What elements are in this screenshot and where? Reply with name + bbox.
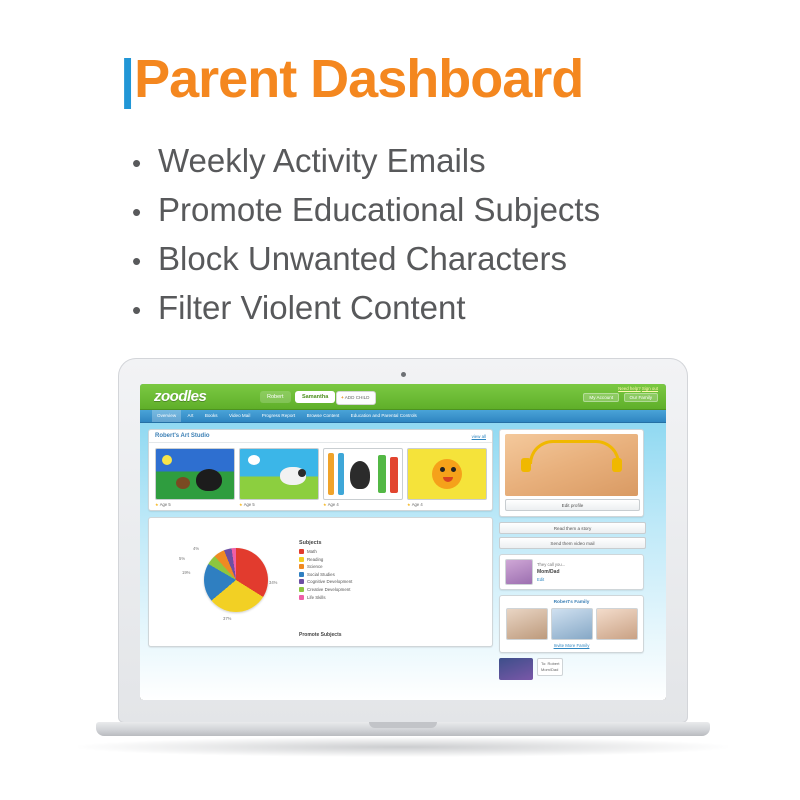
legend-item [299, 595, 419, 600]
title-accent-bar: | [120, 49, 135, 109]
legend-label: Math [307, 549, 317, 554]
art-item-meta [407, 500, 485, 507]
legend-item [299, 549, 419, 554]
art-item-age: Age 5 [159, 502, 171, 507]
edit-profile-button[interactable]: Edit profile [505, 499, 640, 511]
plus-icon: + [341, 395, 344, 400]
pie-slice-label: 5% [179, 556, 186, 561]
legend-swatch-icon [299, 557, 304, 562]
family-thumbnails [505, 608, 638, 640]
list-item-label: Block Unwanted Characters [158, 240, 568, 277]
sign-out-link[interactable]: Sign out [641, 386, 658, 391]
legend-item [299, 572, 419, 577]
legend-swatch-icon [299, 579, 304, 584]
mail-to-label: To: [541, 661, 547, 666]
star-icon: ★ [239, 502, 243, 507]
page-title [120, 48, 583, 110]
legend-label: Science [307, 564, 323, 570]
art-thumbnail [239, 448, 319, 500]
need-help-link[interactable]: Need help? [618, 386, 641, 391]
family-card [499, 595, 644, 653]
art-studio-panel [148, 429, 493, 511]
legend-swatch-icon [299, 564, 304, 569]
bullet-dot-icon: • [132, 148, 142, 178]
they-call-you-card [499, 554, 644, 590]
kid-tab-robert[interactable] [260, 391, 291, 403]
art-item-meta [239, 500, 317, 507]
mail-from-name: Mom/Dad [541, 667, 559, 672]
art-item[interactable] [323, 448, 401, 507]
star-icon: ★ [407, 502, 411, 507]
nav-item-overview[interactable]: Overview [152, 410, 181, 422]
family-member-photo[interactable] [551, 608, 593, 640]
art-studio-title: Robert's Art Studio [155, 433, 210, 439]
kid-tab-label: Samantha [302, 394, 329, 400]
edit-nickname-link[interactable]: Edit [537, 577, 545, 582]
legend-item [299, 557, 419, 562]
art-item[interactable] [239, 448, 317, 507]
subjects-chart-panel [148, 517, 493, 647]
laptop-screen [140, 384, 666, 700]
art-thumbnail [155, 448, 235, 500]
top-buttons [580, 393, 658, 402]
promote-subjects-label[interactable]: Promote Subjects [299, 632, 342, 638]
list-item [132, 187, 752, 235]
nav-item-browse-content[interactable]: Browse Content [306, 413, 340, 418]
nav-item-video-mail[interactable]: Video Mail [228, 413, 251, 418]
art-thumbnail [323, 448, 403, 500]
pie-slice-label: 4% [193, 546, 200, 551]
legend-item [299, 579, 419, 584]
feature-list [132, 138, 752, 334]
app-content [140, 423, 666, 686]
app-navbar [140, 410, 666, 423]
art-item-age: Age 4 [327, 502, 339, 507]
bullet-dot-icon: • [132, 295, 142, 325]
right-column [499, 429, 644, 680]
video-mail-preview[interactable] [499, 658, 644, 680]
they-call-you-label: They call you... [537, 562, 566, 567]
laptop-mockup [118, 358, 688, 758]
left-column [148, 429, 493, 680]
star-icon: ★ [155, 502, 159, 507]
family-member-photo[interactable] [506, 608, 548, 640]
list-item-label: Promote Educational Subjects [158, 191, 601, 228]
pie-slice-label: 34% [269, 580, 278, 585]
nav-item-progress-report[interactable]: Progress Report [261, 413, 296, 418]
legend-swatch-icon [299, 572, 304, 577]
legend-label: Creative Development [307, 586, 351, 592]
chart-legend [299, 540, 419, 602]
legend-swatch-icon [299, 587, 304, 592]
add-child-label: ADD CHILD [344, 395, 370, 400]
art-item[interactable] [155, 448, 233, 507]
kid-tab-label: Robert [267, 394, 284, 400]
view-all-link[interactable]: view all [471, 434, 486, 439]
kid-photo [505, 434, 638, 496]
bullet-dot-icon: • [132, 197, 142, 227]
legend-label: Life Skills [307, 594, 326, 600]
zoodles-logo: zoodles [154, 388, 207, 405]
headphone-ear-right-icon [612, 458, 622, 472]
legend-label: Cognitive Development [307, 579, 353, 585]
top-right-links [618, 386, 658, 391]
call-row [505, 559, 638, 585]
legend-item [299, 564, 419, 569]
list-item-label: Filter Violent Content [158, 289, 466, 326]
pie-slice-label: 19% [182, 570, 191, 575]
my-account-button[interactable]: My Account [583, 393, 619, 402]
list-item [132, 285, 752, 333]
bullet-dot-icon: • [132, 246, 142, 276]
mail-to-name: Robert [547, 661, 560, 666]
laptop-notch [369, 722, 437, 728]
art-item-age: Age 4 [411, 502, 423, 507]
headphone-ear-left-icon [521, 458, 531, 472]
list-item [132, 236, 752, 284]
our-family-button[interactable]: Our Family [624, 393, 658, 402]
legend-swatch-icon [299, 549, 304, 554]
nav-item-art[interactable]: Art [187, 413, 194, 418]
list-item-label: Weekly Activity Emails [158, 142, 486, 179]
art-item[interactable] [407, 448, 485, 507]
list-item [132, 138, 752, 186]
nav-item-education-parental-controls[interactable]: Education and Parental Controls [350, 413, 417, 418]
art-thumbnail-row [149, 443, 492, 510]
kid-tab-samantha[interactable] [295, 391, 335, 403]
nav-item-books[interactable]: Books [204, 413, 218, 418]
art-item-meta [323, 500, 401, 507]
kid-profile-card [499, 429, 644, 517]
family-member-photo[interactable] [596, 608, 638, 640]
video-mail-thumbnail [499, 658, 533, 680]
headphones-icon [529, 440, 620, 464]
zoodles-app [140, 384, 666, 700]
art-item-age: Age 5 [243, 502, 255, 507]
parent-nickname: Mom/Dad [537, 569, 560, 575]
title-text: Parent Dashboard [134, 49, 584, 109]
add-child-button[interactable] [336, 391, 376, 405]
art-item-meta [155, 500, 233, 507]
webcam-icon [401, 372, 406, 377]
art-thumbnail [407, 448, 487, 500]
legend-label: Reading [307, 556, 324, 562]
legend-label: Social Studies [307, 571, 335, 577]
invite-more-family-link[interactable]: Invite More Family [553, 643, 590, 648]
read-them-a-story-button[interactable]: Read them a story [499, 522, 646, 534]
legend-swatch-icon [299, 595, 304, 600]
family-card-title: Robert's Family [553, 600, 590, 605]
laptop-shadow [78, 737, 728, 757]
legend-item [299, 587, 419, 592]
send-them-video-mail-button[interactable]: Send them video mail [499, 537, 646, 549]
laptop-lid [118, 358, 688, 723]
parent-avatar [505, 559, 533, 585]
pie-slice-label: 37% [223, 616, 232, 621]
star-icon: ★ [323, 502, 327, 507]
video-mail-note [537, 658, 563, 676]
subjects-pie-chart [204, 548, 268, 612]
call-text [537, 561, 565, 583]
art-studio-header [149, 430, 492, 443]
legend-title: Subjects [299, 540, 322, 546]
app-topbar [140, 384, 666, 410]
